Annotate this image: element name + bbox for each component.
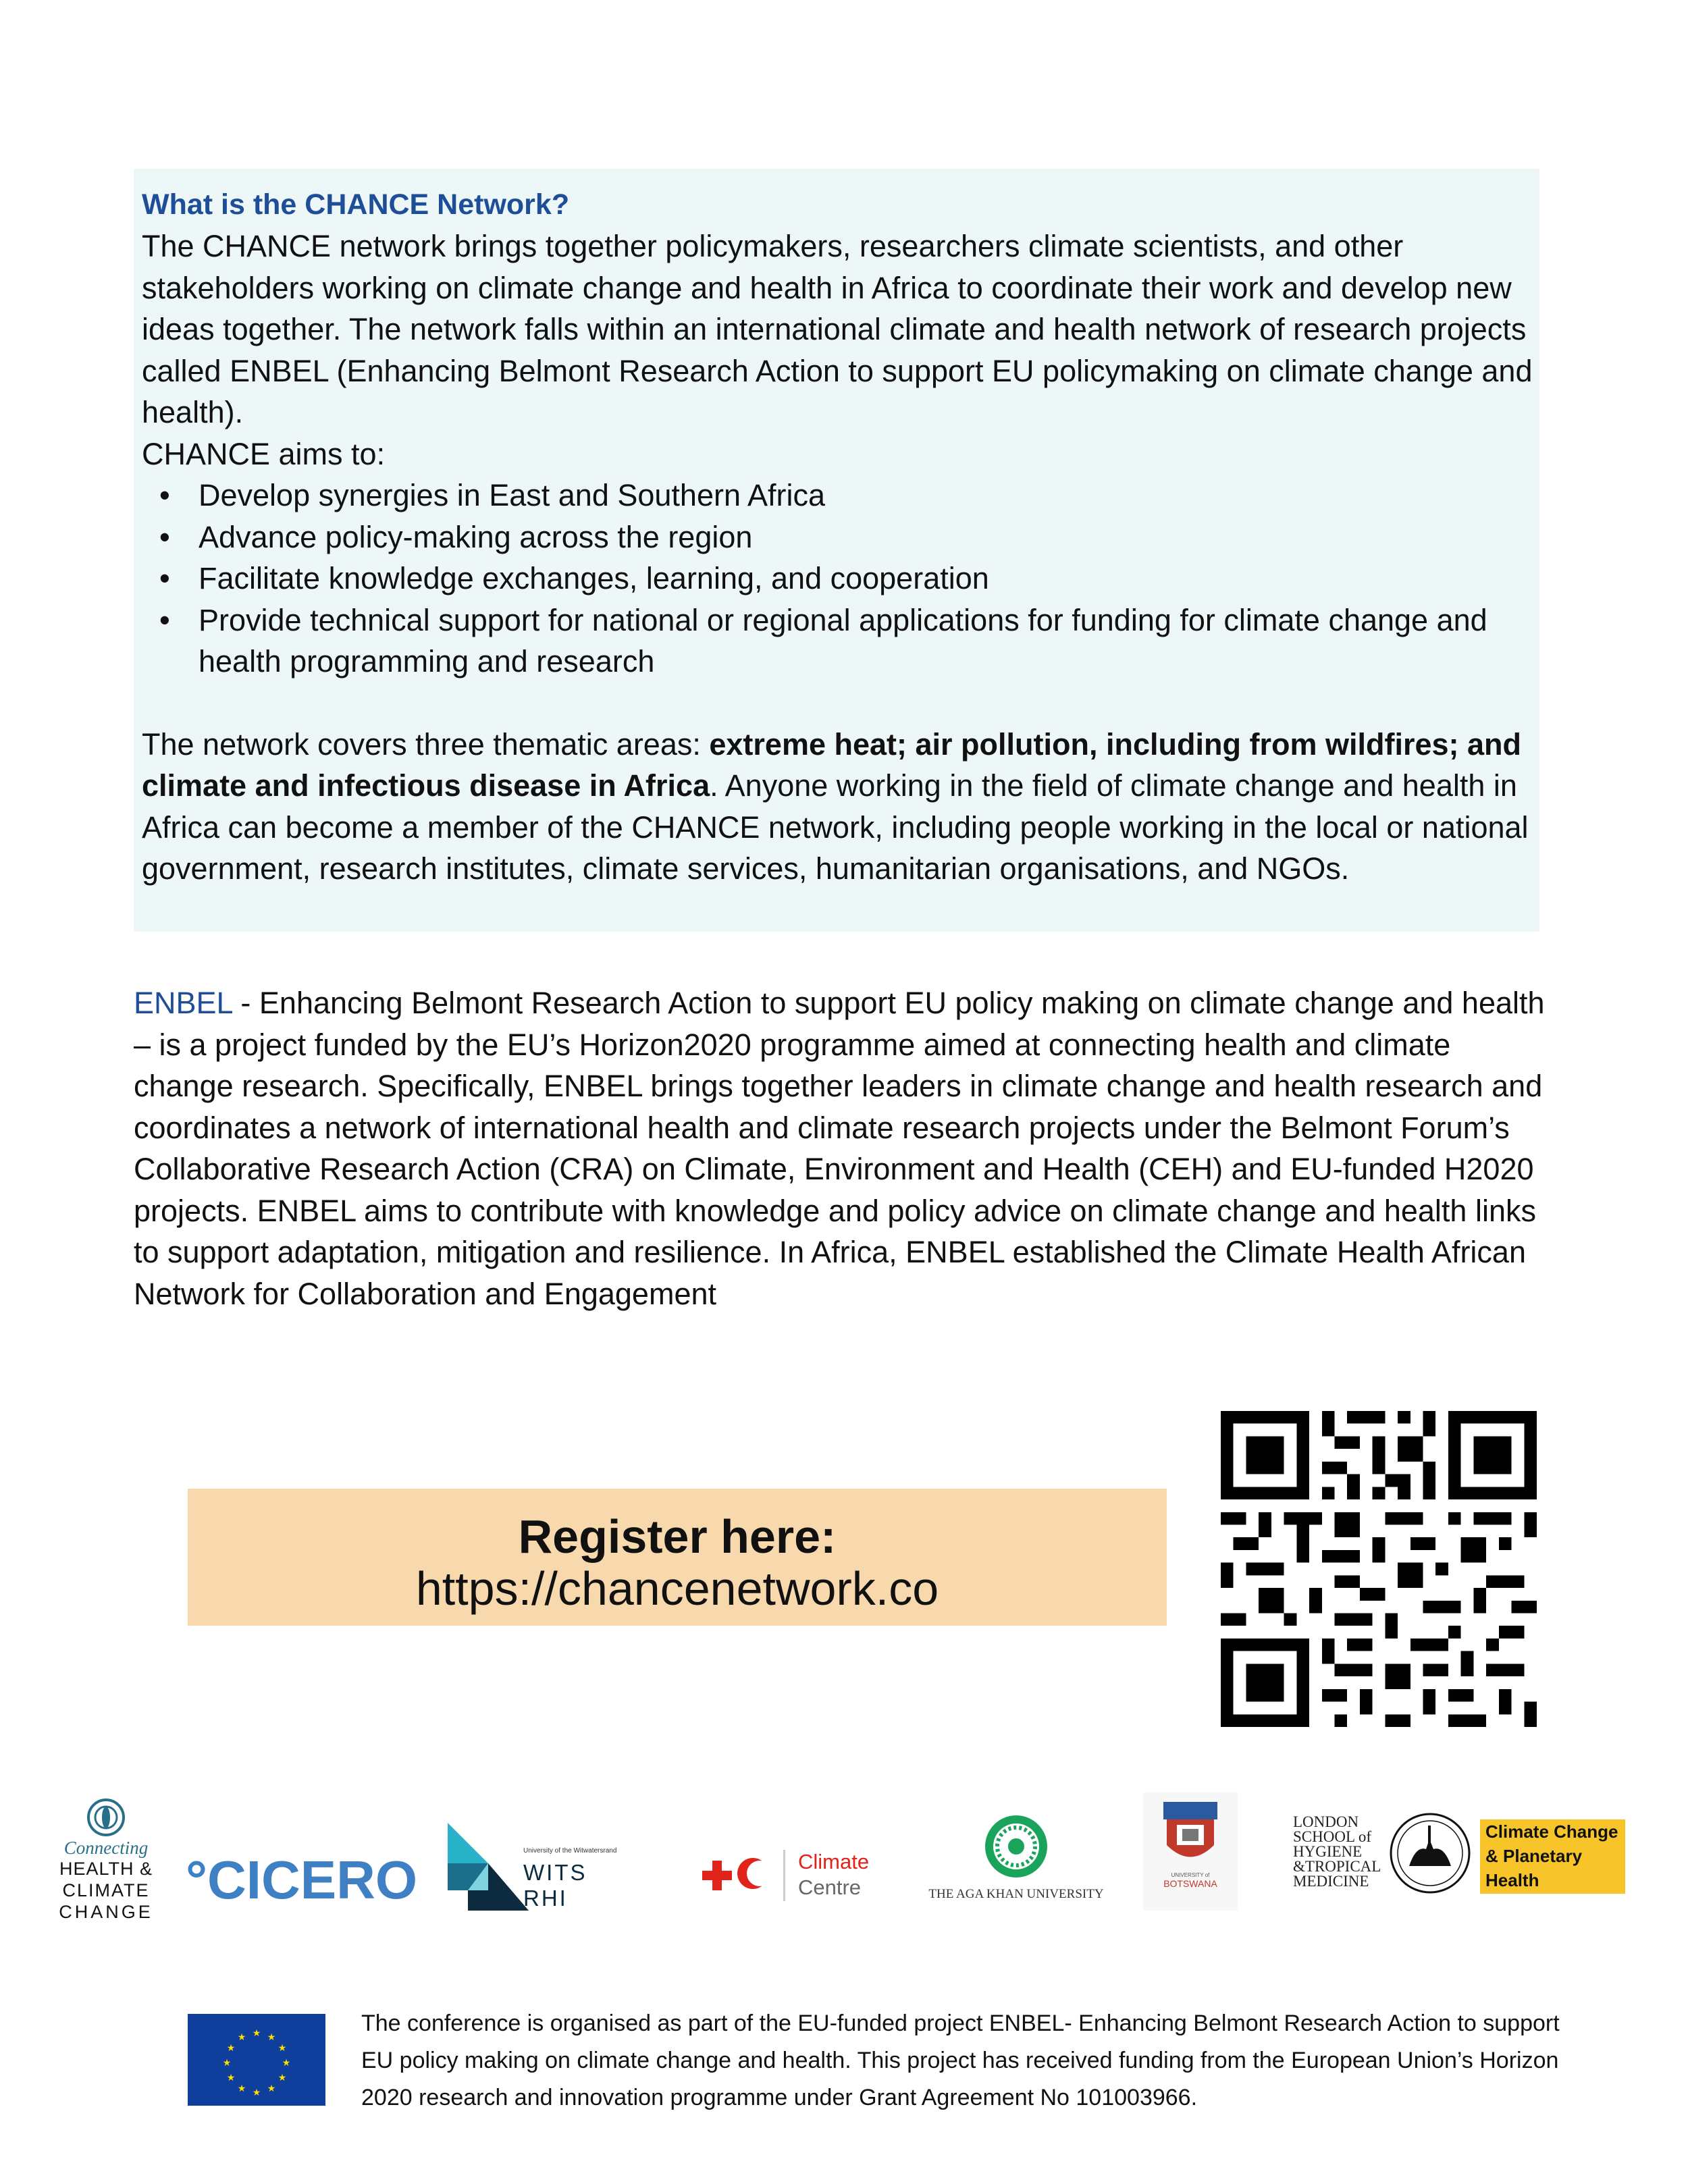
logo-aga-khan-university: THE AGA KHAN UNIVERSITY [922,1813,1111,1907]
svg-text:★: ★ [226,2073,236,2083]
svg-text:★: ★ [278,2043,287,2054]
register-title: Register here: [518,1510,837,1563]
svg-text:★: ★ [252,2028,261,2039]
red-crescent-icon [737,1858,768,1889]
section-heading: What is the CHANCE Network? [142,188,570,221]
register-box [188,1489,1167,1626]
svg-text:★: ★ [267,2032,276,2043]
svg-text:★: ★ [252,2087,261,2098]
aim-item: • Advance policy-making across the region [142,516,1533,558]
logo-university-of-botswana: UNIVERSITY of BOTSWANA [1143,1792,1238,1911]
svg-text:★: ★ [237,2083,246,2094]
register-url[interactable]: https://chancenetwork.co [415,1562,939,1615]
svg-text:★: ★ [226,2043,236,2054]
thematic-areas: extreme heat; air pollution, including from wildfires; and climate and infectious disease in Africa [142,726,1522,803]
botswana-crest-icon [1157,1798,1224,1872]
logo-wits-rhi: University of the Witwatersrand WITS RHI [448,1823,637,1911]
wits-mark-icon [448,1823,535,1911]
logo-lshtm: LONDON SCHOOL of HYGIENE &TROPICAL MEDICINE [1293,1815,1469,1902]
logo-connecting-health-climate-change: Connecting HEALTH & CLIMATE CHANGE [49,1797,163,1932]
funding-statement: The conference is organised as part of the EU-funded project ENBEL- Enhancing Belmont Research Action to support EU policy making on climate change and health. This project has received funding from the European Union’s Horizon 2020 research and innovation programme under Grant Agreement No 101003966. [361,2010,1560,2110]
svg-text:★: ★ [237,2032,246,2043]
qr-code-icon[interactable] [1221,1411,1537,1727]
chance-network-box [134,169,1539,932]
aku-emblem-icon [982,1813,1050,1880]
enbel-link[interactable]: ENBEL [134,986,232,1020]
globe-icon [82,1797,130,1838]
eu-flag-icon [188,2014,325,2106]
enbel-paragraph: ENBEL - Enhancing Belmont Research Action to support EU policy making on climate change and health – is a project funded by the EU’s Horizon2020 programme aimed at connecting health and climate change research. Specifically, ENBEL brings together leaders in climate change and health research and coordinates a network of international health and climate research projects under the Belmont Forum’s Collaborative Research Action (CRA) on Climate, Environment and Health (CEH) and EU-funded H2020 projects. ENBEL aims to contribute with knowledge and policy advice on climate change and health links to support adaptation, mitigation and resilience. In Africa, ENBEL established the Climate Health African Network for Collaboration and Engagement [134,986,1545,1311]
svg-text:★: ★ [222,2058,232,2069]
svg-text:★: ★ [282,2058,291,2069]
aims-label: CHANCE aims to: [142,436,386,471]
lshtm-crest-icon [1389,1812,1471,1894]
red-cross-icon [702,1861,732,1890]
svg-text:★: ★ [278,2073,287,2083]
aim-item: • Facilitate knowledge exchanges, learning, and cooperation [142,558,1533,600]
intro-paragraph: The CHANCE network brings together policymakers, researchers climate scientists, and other stakeholders working on climate change and health in Africa to coordinate their work and develop new ideas together. The network falls within an international climate and health network of research projects called ENBEL (Enhancing Belmont Research Action to support EU policymaking on climate change and health). [142,229,1533,429]
aims-list [142,475,1533,683]
svg-text:★: ★ [267,2083,276,2094]
logo-cicero: °CICERO [186,1850,418,1910]
aim-item: • Provide technical support for national or regional applications for funding for climate change and health programming and research [142,600,1533,683]
logo-climate-change-planetary-health: Climate Change & Planetary Health [1480,1819,1625,1894]
thematic-paragraph: The network covers three thematic areas: extreme heat; air pollution, including from wildfires; and climate and infectious disease in Africa. Anyone working in the field of climate change and health in Africa can become a member of the CHANCE network, including people working in the local or national government, research institutes, climate services, humanitarian organisations, and NGOs. [142,726,1529,886]
logo-red-cross-climate-centre: Climate Centre [702,1843,891,1911]
aim-item: • Develop synergies in East and Southern Africa [142,475,1533,516]
